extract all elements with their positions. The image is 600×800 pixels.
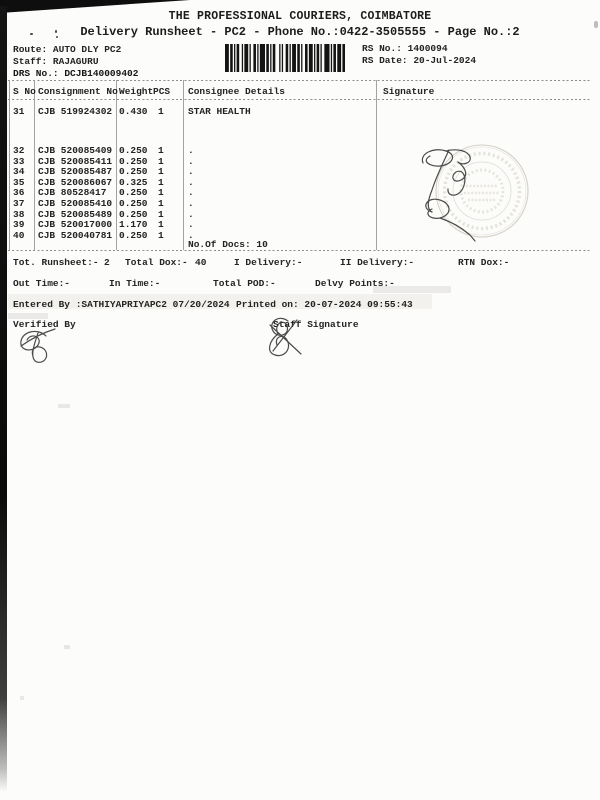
cell-pcs: 1: [158, 198, 164, 209]
table-row: [0, 219, 600, 230]
cell-pcs: 1: [158, 155, 164, 167]
header-consignment: Consignment No: [38, 86, 118, 97]
cell-sno: 31: [13, 106, 25, 117]
in-time-label: In Time:-: [109, 278, 161, 289]
cell-consignee: .: [188, 145, 194, 156]
cell-consignee: .: [188, 155, 194, 167]
cell-weight: 0.430: [119, 106, 148, 117]
cell-consignee: .: [188, 219, 194, 231]
route-line: [13, 44, 121, 55]
delvy-points-label: Delvy Points:-: [315, 278, 395, 289]
table-row: [0, 166, 600, 177]
table-row: [0, 230, 600, 241]
out-time-label: Out Time:-: [13, 278, 71, 289]
cell-consignee: .: [188, 187, 194, 199]
cell-consignee: STAR HEALTH: [188, 106, 251, 117]
cell-weight: 0.250: [119, 229, 148, 241]
tot-runsheet-value: 2: [104, 257, 110, 268]
table-row: [0, 187, 600, 198]
table-header-rule: [8, 99, 592, 100]
barcode-icon: [225, 44, 345, 72]
route-value: AUTO DLY PC2: [52, 44, 122, 55]
cell-consignment: CJB 520085489: [38, 208, 113, 220]
rtn-dox-label: RTN Dox:-: [458, 257, 510, 268]
cell-sno: 39: [13, 219, 25, 231]
staff-value: RAJAGURU: [52, 56, 99, 67]
i-delivery-label: I Delivery:-: [234, 257, 303, 268]
header-weight: Weight: [119, 86, 154, 97]
route-label: Route:: [13, 44, 48, 55]
rs-no-label: RS No.:: [362, 43, 402, 54]
cell-consignment: CJB 520085487: [38, 166, 113, 178]
cell-consignment: CJB 520085410: [38, 198, 113, 209]
verified-by-signature: [21, 329, 55, 362]
cell-weight: 0.250: [119, 166, 148, 178]
cell-consignment: CJB 520085409: [38, 145, 113, 156]
rs-date-label: RS Date:: [362, 55, 408, 66]
staff-label: Staff:: [13, 56, 48, 67]
cell-pcs: 1: [158, 145, 164, 156]
staff-signature-label: Staff Signature: [273, 319, 359, 330]
table-bottom-rule: [8, 250, 592, 251]
cell-pcs: 1: [158, 166, 164, 178]
tot-runsheet-label: Tot. Runsheet:-: [13, 257, 99, 268]
cell-consignee: .: [188, 176, 194, 188]
total-pod-label: Total POD:-: [213, 278, 276, 289]
table-row: [0, 177, 600, 188]
cell-sno: 34: [13, 166, 25, 178]
rs-no-value: 1400094: [407, 43, 448, 54]
printed-on: Printed on: 20-07-2024 09:55:43: [236, 299, 413, 310]
rs-no-line: [362, 43, 448, 54]
cell-sno: 35: [13, 176, 25, 188]
scan-smudge: [64, 645, 70, 649]
scan-smudge: [20, 696, 24, 700]
cell-consignee: .: [188, 208, 194, 220]
cell-pcs: 1: [158, 187, 164, 199]
cell-consignee: .: [188, 166, 194, 178]
total-dox-label: Total Dox:-: [125, 257, 188, 268]
cell-pcs: 1: [158, 208, 164, 220]
page-title: THE PROFESSIONAL COURIERS, COIMBATORE: [168, 10, 432, 23]
cell-consignment: CJB 80528417: [38, 187, 107, 199]
verified-by-label: Verified By: [13, 319, 76, 330]
drs-label: DRS No.:: [13, 68, 59, 79]
cell-pcs: 1: [158, 219, 164, 231]
cell-pcs: 1: [158, 229, 164, 241]
table-row: [0, 145, 600, 156]
table-row: [0, 106, 600, 117]
cell-sno: 38: [13, 208, 25, 220]
drs-line: [13, 68, 138, 79]
total-dox-value: 40: [195, 257, 207, 268]
table-top-rule: [8, 80, 592, 81]
cell-pcs: 1: [158, 176, 164, 188]
header-sno: S No: [13, 86, 36, 97]
cell-sno: 37: [13, 198, 25, 209]
scan-smudge: [58, 404, 70, 408]
entered-by: Entered By :SATHIYAPRIYAPC2 07/20/2024: [13, 299, 230, 310]
cell-sno: 33: [13, 155, 25, 167]
cell-weight: 0.250: [119, 198, 148, 209]
drs-value: DCJB140009402: [64, 68, 139, 79]
page-subtitle: Delivery Runsheet - PC2 - Phone No.:0422-3505555 - Page No.:2: [80, 25, 520, 39]
cell-consignee: .: [188, 198, 194, 209]
header-signature: Signature: [383, 86, 435, 97]
table-row: [0, 209, 600, 220]
staff-line: [13, 56, 99, 67]
cell-pcs: 1: [158, 106, 164, 117]
ii-delivery-label: II Delivery:-: [340, 257, 415, 268]
rs-date-line: [362, 55, 476, 66]
scan-edge-artifact: [0, 6, 7, 792]
cell-sno: 36: [13, 187, 25, 199]
cell-weight: 0.325: [119, 176, 148, 188]
cell-sno: 32: [13, 145, 25, 156]
cell-consignment: CJB 520017000: [38, 219, 113, 231]
table-row: [0, 156, 600, 167]
header-consignee: Consignee Details: [188, 86, 285, 97]
cell-consignment: CJB 519924302: [38, 106, 113, 117]
cell-weight: 1.170: [119, 219, 148, 231]
cell-weight: 0.250: [119, 187, 148, 199]
rs-date-value: 20-Jul-2024: [413, 55, 477, 66]
cell-weight: 0.250: [119, 155, 148, 167]
cell-consignment: CJB 520040781: [38, 229, 113, 241]
cell-consignee: .: [188, 229, 194, 241]
cell-weight: 0.250: [119, 145, 148, 156]
table-row: [0, 198, 600, 209]
cell-weight: 0.250: [119, 208, 148, 220]
cell-consignment: CJB 520085411: [38, 155, 113, 167]
cell-sno: 40: [13, 229, 25, 241]
cell-consignment: CJB 520086067: [38, 176, 113, 188]
docs-note: No.Of Docs: 10: [188, 239, 268, 250]
table-header-row: [0, 86, 600, 97]
header-pcs: PCS: [153, 86, 171, 97]
